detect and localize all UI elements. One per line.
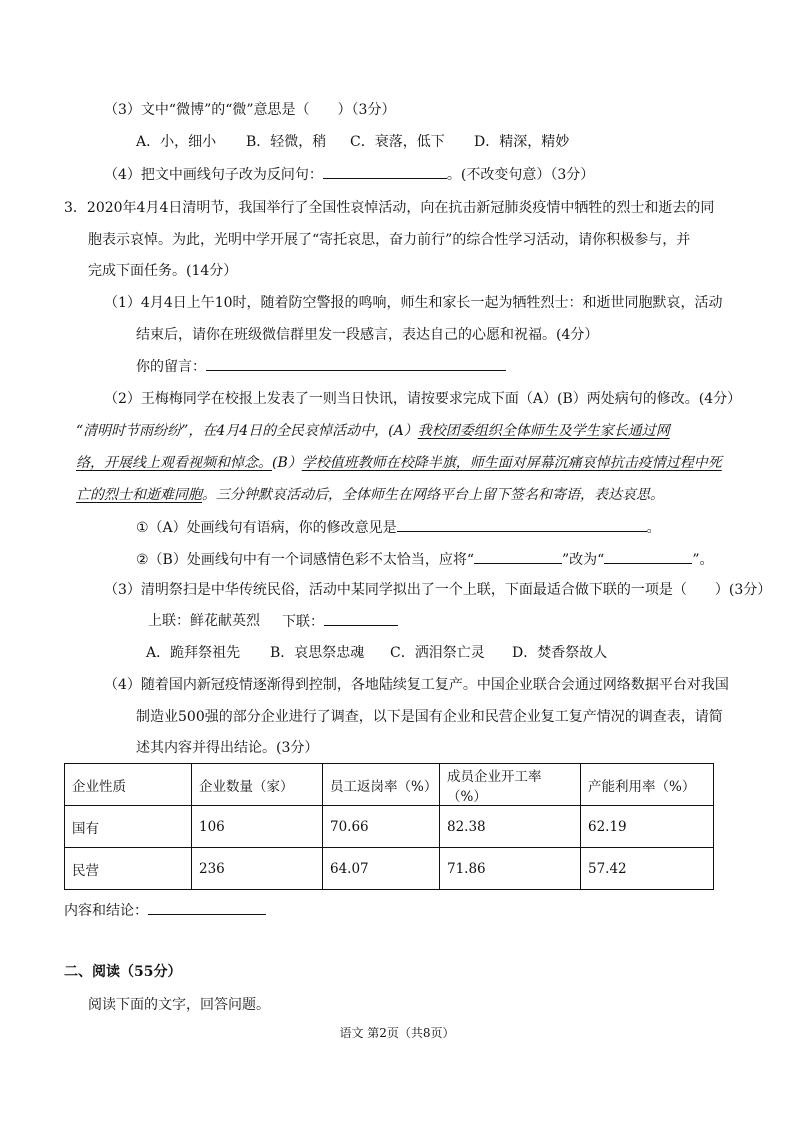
task-3-stem: （3）清明祭扫是中华传统民俗，活动中某同学拟出了一个上联，下面最适合做下联的一项是（ ）(3分） — [104, 582, 772, 598]
answer-blank[interactable] — [604, 549, 692, 564]
task-1-line: （1）4月4日上午10时，随着防空警报的鸣响，师生和家长一起为牺牲烈士：和逝世同胞默哀，活动 — [104, 295, 723, 311]
question-3-line: 完成下面任务。(14分） — [88, 263, 238, 279]
task-4-line: 述其内容并得出结论。(3分） — [136, 740, 319, 756]
option-a: A．小，细小 — [136, 134, 217, 150]
lower-couplet — [282, 611, 398, 632]
sub-question-1 — [136, 517, 661, 538]
option-c: C．洒泪祭亡灵 — [390, 645, 485, 661]
sub-question-2 — [136, 549, 714, 570]
page-footer: 语文 第2页（共8页） — [339, 1026, 455, 1040]
news-line — [76, 485, 664, 505]
sub-question-text: ”改为“ — [562, 552, 605, 568]
question-stem — [104, 164, 594, 185]
conclusion-blank[interactable] — [148, 900, 266, 915]
sub-question-text: ”。 — [692, 552, 714, 568]
table-cell: 国有 — [65, 806, 192, 848]
answer-blank[interactable] — [474, 549, 562, 564]
punct: 。 — [646, 520, 661, 536]
option-d: D．精深，精妙 — [474, 134, 570, 150]
option-a: A．跪拜祭祖先 — [146, 645, 241, 661]
table-row — [65, 806, 714, 848]
news-text: “清明时节雨纷纷”，在4月4日的全民哀悼活动中，(A） — [76, 423, 418, 439]
news-text: (B） — [272, 455, 302, 471]
underlined-sentence-a: 络，开展线上观看视频和悼念。 — [76, 455, 272, 471]
answer-blank[interactable] — [397, 517, 647, 532]
news-line — [76, 421, 670, 441]
table-cell: 106 — [192, 806, 323, 848]
option-b: B．轻微，稍 — [246, 134, 327, 150]
table-cell: 64.07 — [323, 848, 440, 890]
section-title: 二、阅读（55分） — [64, 964, 182, 980]
table-header-cell: 成员企业开工率（%） — [440, 764, 581, 806]
underlined-sentence-a: 我校团委组织全体师生及学生家长通过网 — [417, 423, 670, 439]
question-prefix: （4）把文中画线句子改为反问句： — [104, 167, 323, 183]
conclusion-row — [64, 900, 266, 921]
message-row — [136, 356, 506, 377]
upper-couplet: 上联：鲜花献英烈 — [148, 613, 260, 629]
table-header-cell: 产能利用率（%） — [581, 764, 714, 806]
task-2-stem: （2）王梅梅同学在校报上发表了一则当日快讯，请按要求完成下面（A）(B）两处病句的修改。(4分） — [104, 391, 742, 407]
answer-blank[interactable] — [324, 611, 398, 626]
question-3-line: 3．2020年4月4日清明节，我国举行了全国性哀悼活动，向在抗击新冠肺炎疫情中牺牲的烈士和逝去的同 — [64, 200, 715, 216]
table-header-row — [65, 764, 714, 806]
option-d: D．焚香祭故人 — [512, 645, 608, 661]
table-cell: 民营 — [65, 848, 192, 890]
underlined-sentence-b: 亡的烈士和逝难同胞 — [76, 487, 202, 503]
table-header-cell: 企业性质 — [65, 764, 192, 806]
message-label: 你的留言： — [136, 359, 206, 375]
news-line — [76, 453, 722, 473]
table-header-cell: 企业数量（家） — [192, 764, 323, 806]
sub-question-text: ②（B）处画线句中有一个词感情色彩不太恰当，应将“ — [136, 552, 474, 568]
answer-blank[interactable] — [323, 164, 447, 179]
section-intro: 阅读下面的文字，回答问题。 — [88, 997, 270, 1013]
question-3-line: 胞表示哀悼。为此，光明中学开展了“寄托哀思，奋力前行”的综合性学习活动，请你积极参与，并 — [88, 232, 691, 248]
table-row — [65, 848, 714, 890]
table-cell: 236 — [192, 848, 323, 890]
option-b: B．哀思祭忠魂 — [270, 645, 365, 661]
table-cell: 70.66 — [323, 806, 440, 848]
table-cell: 82.38 — [440, 806, 581, 848]
table-cell: 71.86 — [440, 848, 581, 890]
table-cell: 57.42 — [581, 848, 714, 890]
task-4-line: 制造业500强的部分企业进行了调查，以下是国有企业和民营企业复工复产情况的调查表，请简 — [136, 709, 723, 725]
task-1-line: 结束后，请你在班级微信群里发一段感言，表达自己的心愿和祝福。(4分） — [136, 327, 599, 343]
sub-question-text: ①（A）处画线句有语病，你的修改意见是 — [136, 520, 397, 536]
news-text: 。三分钟默哀活动后，全体师生在网络平台上留下签名和寄语，表达哀思。 — [202, 487, 664, 503]
option-c: C．衰落，低下 — [350, 134, 445, 150]
underlined-sentence-b: 学校值班教师在校降半旗，师生面对屏幕沉痛哀悼抗击疫情过程中死 — [301, 455, 722, 471]
question-suffix: 。(不改变句意）（3分） — [446, 167, 595, 183]
task-4-line: （4）随着国内新冠疫情逐渐得到控制，各地陆续复工复产。中国企业联合会通过网络数据平台对我国 — [104, 677, 729, 693]
lower-label: 下联： — [282, 614, 324, 630]
message-blank[interactable] — [206, 356, 506, 371]
table-cell: 62.19 — [581, 806, 714, 848]
table-header-cell: 员工返岗率（%） — [323, 764, 440, 806]
question-stem: （3）文中“微博”的“微”意思是（ ）（3分） — [104, 102, 396, 118]
conclusion-label: 内容和结论： — [64, 903, 148, 919]
survey-table — [64, 763, 714, 890]
